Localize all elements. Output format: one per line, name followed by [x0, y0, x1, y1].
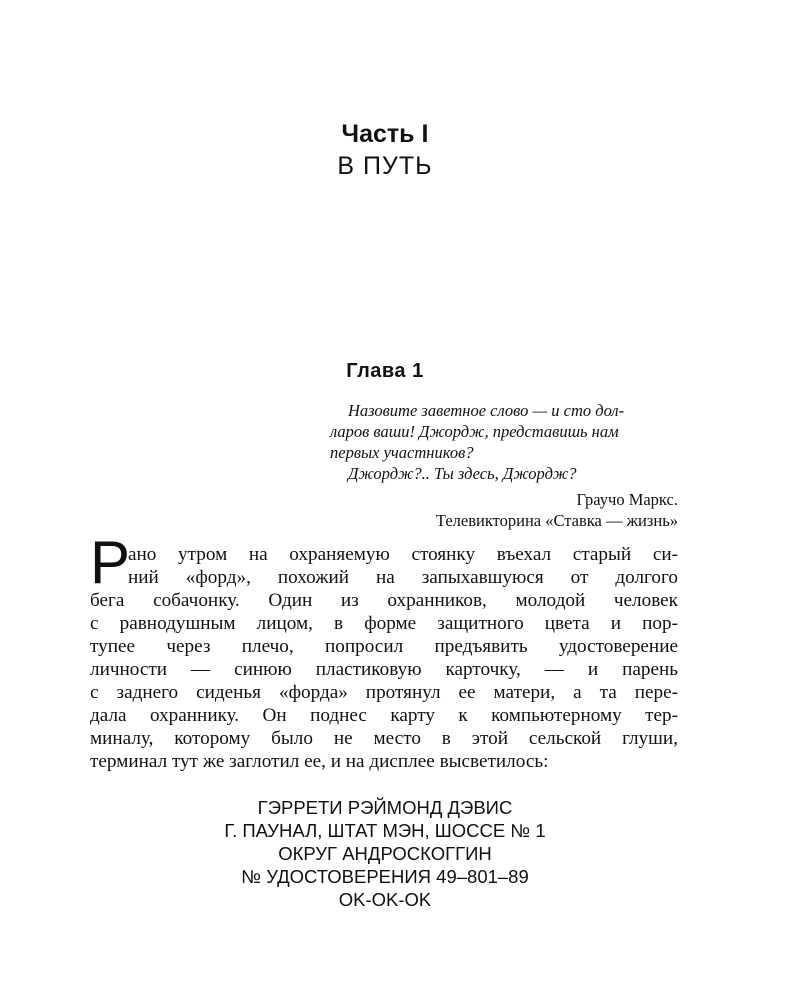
part-number: Часть I [341, 120, 429, 148]
part-header [0, 118, 770, 182]
epigraph-author: Граучо Маркс. [576, 490, 678, 509]
body-line: с равнодушным лицом, в форме защитного цвета и пор- [90, 613, 678, 634]
body-paragraph [90, 543, 678, 773]
epigraph-line: Назовите заветное слово — и сто дол- [348, 401, 625, 420]
record-line: Г. ПАУНАЛ, ШТАТ МЭН, ШОССЕ № 1 [224, 820, 546, 841]
epigraph-quote [330, 400, 678, 484]
id-record-display [0, 796, 770, 911]
record-line: ГЭРРЕТИ РЭЙМОНД ДЭВИС [257, 797, 513, 818]
body-line: миналу, которому было не место в этой сельской глуши, [90, 728, 678, 749]
body-line: тупее через плечо, попросил предъявить удостоверение [90, 636, 678, 657]
epigraph-line: ларов ваши! Джордж, представишь нам [330, 422, 619, 441]
body-line: дала охраннику. Он поднес карту к компьютерному тер- [90, 705, 678, 726]
epigraph [330, 400, 678, 531]
chapter-title: Глава 1 [346, 360, 424, 382]
epigraph-attribution [330, 489, 678, 531]
record-line: № УДОСТОВЕРЕНИЯ 49–801–89 [241, 866, 529, 887]
body-line: с заднего сиденья «форда» протянул ее матери, а та пере- [90, 682, 678, 703]
epigraph-line: Джордж?.. Ты здесь, Джордж? [348, 464, 577, 483]
epigraph-line: первых участников? [330, 443, 474, 462]
body-line: бега собачонку. Один из охранников, молодой человек [90, 590, 678, 611]
body-line: ано утром на охраняемую стоянку въехал старый си- [128, 544, 678, 565]
body-line: личности — синюю пластиковую карточку, — и парень [90, 659, 678, 680]
body-line: терминал тут же заглотил ее, и на дисплее высветилось: [90, 751, 549, 772]
drop-cap: Р [90, 529, 131, 596]
record-line: ОКРУГ АНДРОСКОГГИН [278, 843, 492, 864]
part-title: В ПУТЬ [337, 152, 433, 180]
record-line: OK-OK-OK [338, 889, 432, 910]
epigraph-source: Телевикторина «Ставка — жизнь» [435, 511, 678, 530]
body-line: ний «форд», похожий на запыхавшуюся от долгого [128, 567, 678, 588]
